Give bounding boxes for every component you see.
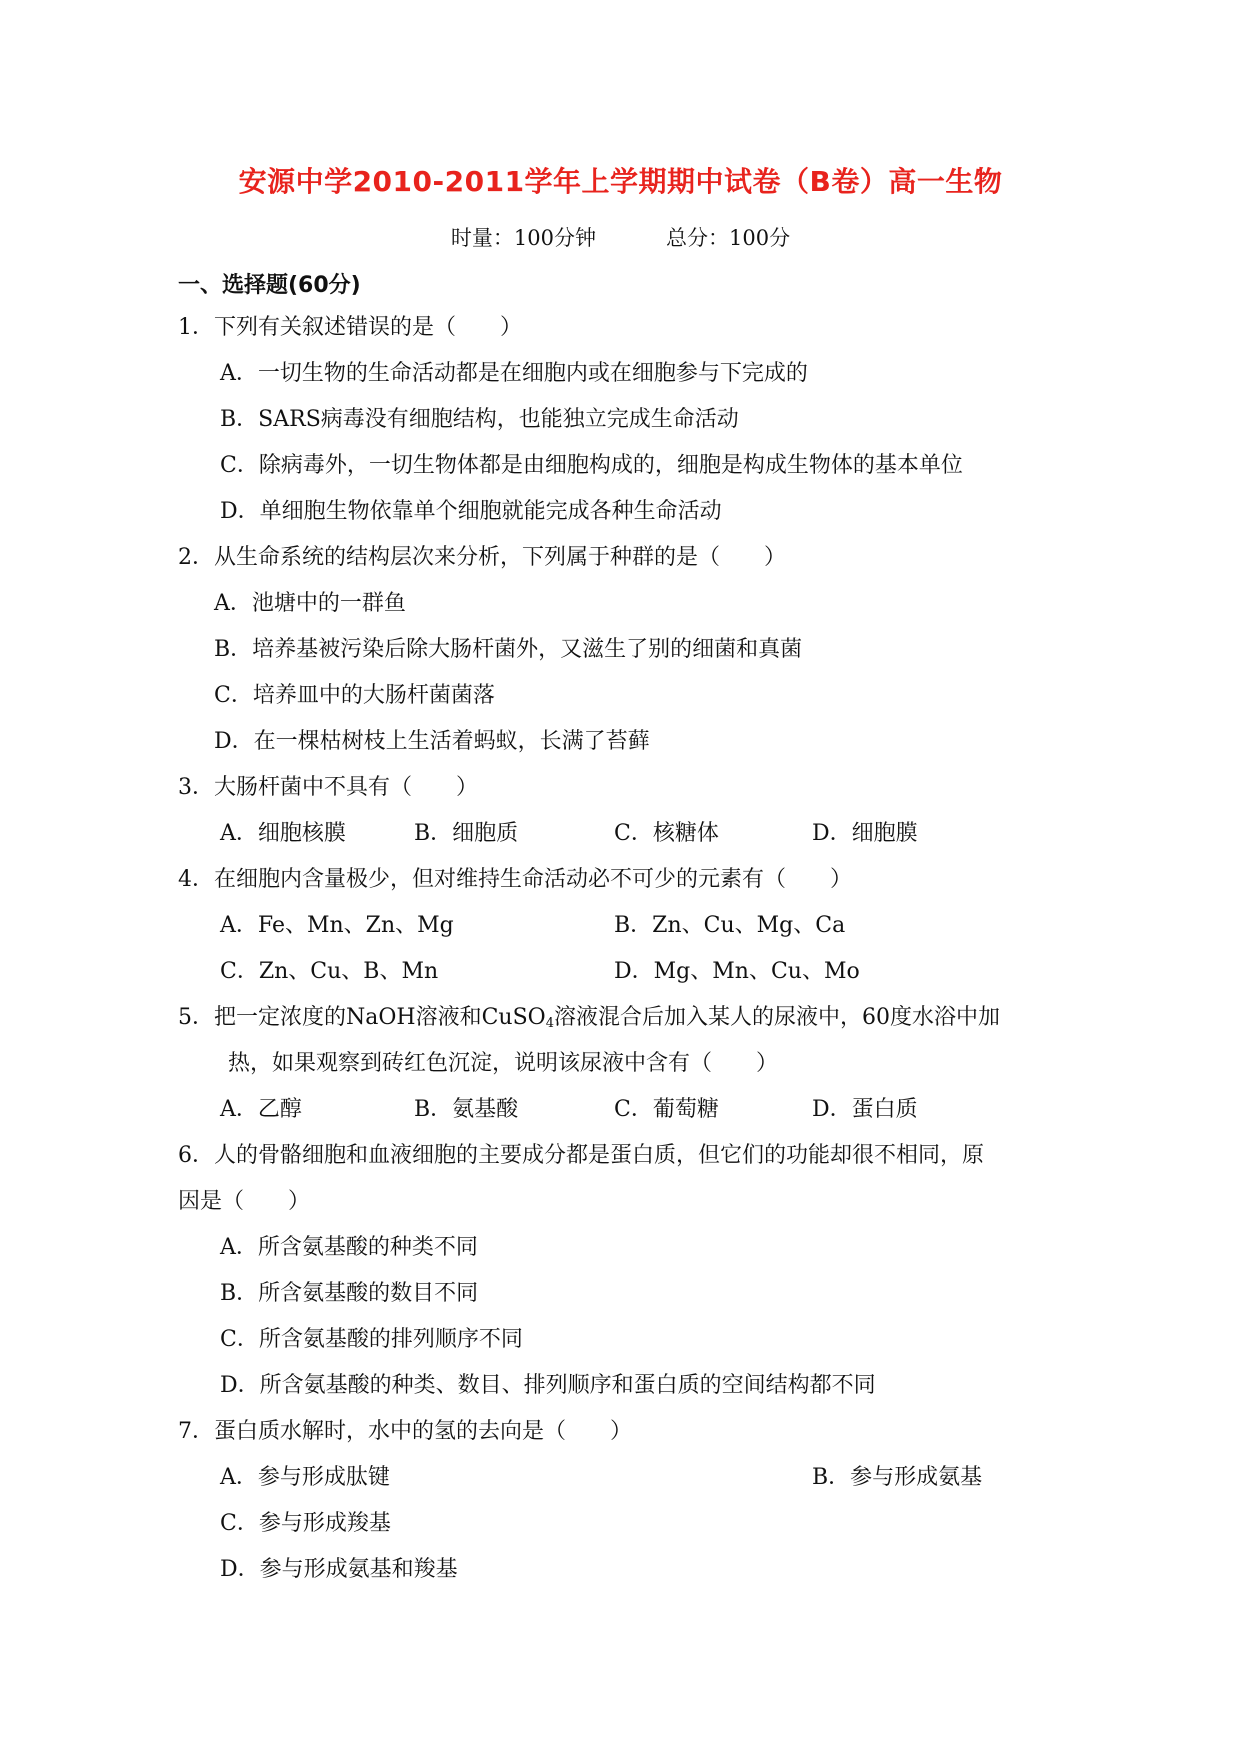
total-score: 总分：100分	[666, 226, 791, 250]
q3-option-b: B．细胞质	[414, 821, 519, 846]
q4-option-c: C．Zn、Cu、B、Mn	[220, 959, 439, 984]
q6-option-d: D．所含氨基酸的种类、数目、排列顺序和蛋白质的空间结构都不同	[220, 1373, 876, 1398]
page-title: 安源中学2010-2011学年上学期期中试卷（B卷）高一生物	[238, 165, 1003, 198]
q1-option-a: A．一切生物的生命活动都是在细胞内或在细胞参与下完成的	[220, 361, 808, 386]
q5-stem-line2: 热，如果观察到砖红色沉淀，说明该尿液中含有（ ）	[228, 1051, 779, 1076]
time-limit: 时量：100分钟	[450, 226, 596, 250]
q7-stem: 7．蛋白质水解时，水中的氢的去向是（ ）	[178, 1419, 632, 1444]
q3-option-c: C．核糖体	[614, 821, 719, 846]
q5-option-b: B．氨基酸	[414, 1097, 519, 1122]
q6-option-a: A．所含氨基酸的种类不同	[220, 1235, 478, 1260]
q6-stem: 6．人的骨骼细胞和血液细胞的主要成分都是蛋白质，但它们的功能却很不相同，原	[178, 1143, 984, 1168]
q3-option-a: A．细胞核膜	[220, 821, 346, 846]
q5-stem-part1: 5．把一定浓度的NaOH溶液和CuSO	[178, 1005, 546, 1030]
exam-meta	[0, 222, 1241, 252]
q7-option-c: C．参与形成羧基	[220, 1511, 391, 1536]
q3-option-d: D．细胞膜	[812, 821, 918, 846]
q4-stem: 4．在细胞内含量极少，但对维持生命活动必不可少的元素有（ ）	[178, 867, 852, 892]
q2-option-d: D．在一棵枯树枝上生活着蚂蚁，长满了苔藓	[214, 729, 650, 754]
q4-option-d: D．Mg、Mn、Cu、Mo	[614, 959, 860, 984]
q5-stem-part2: 溶液混合后加入某人的尿液中，60度水浴中加	[553, 1005, 1000, 1030]
q5-option-a: A．乙醇	[220, 1097, 302, 1122]
section-heading: 一、选择题(60分)	[178, 273, 361, 298]
q7-option-b: B．参与形成氨基	[812, 1465, 983, 1490]
q1-stem: 1．下列有关叙述错误的是（ ）	[178, 315, 522, 340]
q1-option-d: D．单细胞生物依靠单个细胞就能完成各种生命活动	[220, 499, 722, 524]
q5-stem	[178, 1003, 1000, 1033]
q2-option-b: B．培养基被污染后除大肠杆菌外，又滋生了别的细菌和真菌	[214, 637, 803, 662]
q3-stem: 3．大肠杆菌中不具有（ ）	[178, 775, 478, 800]
q2-option-c: C．培养皿中的大肠杆菌菌落	[214, 683, 495, 708]
q6-stem-line2: 因是（ ）	[178, 1189, 311, 1214]
q6-option-b: B．所含氨基酸的数目不同	[220, 1281, 479, 1306]
q5-option-d: D．蛋白质	[812, 1097, 918, 1122]
q5-subscript: 4	[545, 1016, 554, 1031]
q2-option-a: A．池塘中的一群鱼	[214, 591, 406, 616]
q1-option-b: B．SARS病毒没有细胞结构，也能独立完成生命活动	[220, 407, 739, 432]
q4-option-a: A．Fe、Mn、Zn、Mg	[220, 913, 454, 938]
q4-option-b: B．Zn、Cu、Mg、Ca	[614, 913, 846, 938]
q5-option-c: C．葡萄糖	[614, 1097, 719, 1122]
q2-stem: 2．从生命系统的结构层次来分析，下列属于种群的是（ ）	[178, 545, 786, 570]
q1-option-c: C．除病毒外，一切生物体都是由细胞构成的，细胞是构成生物体的基本单位	[220, 453, 963, 478]
q7-option-a: A．参与形成肽键	[220, 1465, 390, 1490]
q7-option-d: D．参与形成氨基和羧基	[220, 1557, 458, 1582]
q6-option-c: C．所含氨基酸的排列顺序不同	[220, 1327, 523, 1352]
